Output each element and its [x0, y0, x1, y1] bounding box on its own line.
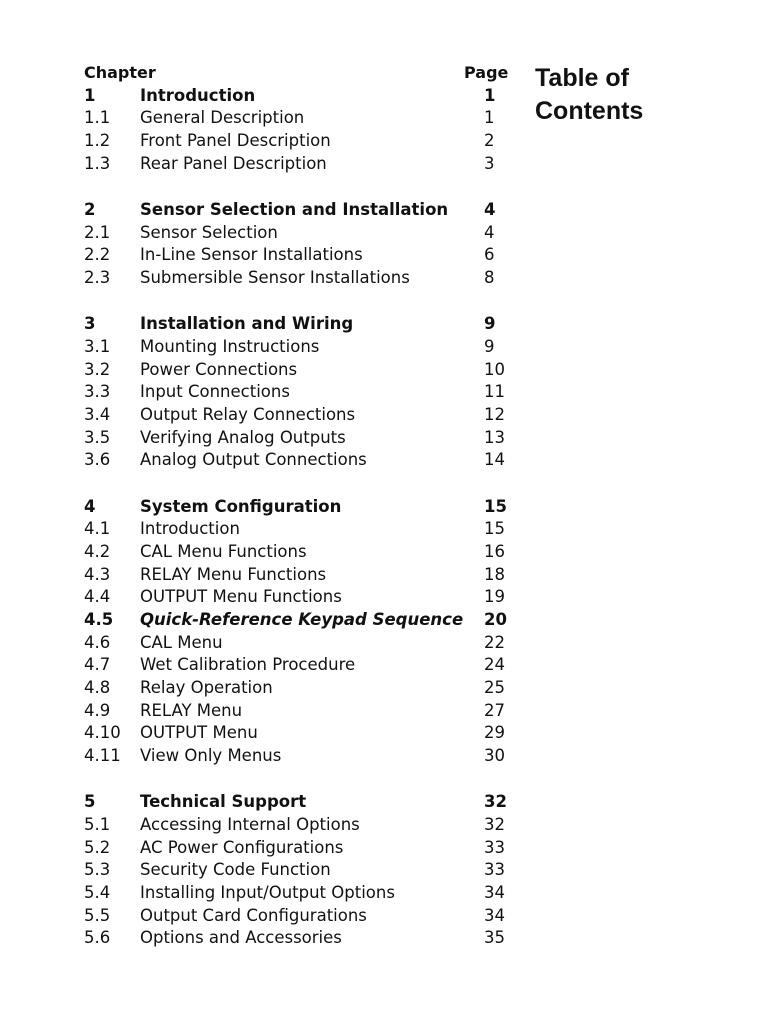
entry-page: 16 [484, 541, 505, 561]
entry-title: Sensor Selection and Installation [140, 199, 449, 219]
entry-number: 3.2 [84, 359, 111, 379]
entry-number: 4.5 [84, 609, 114, 629]
toc-entry-row[interactable] [84, 654, 514, 677]
entry-number: 3.5 [84, 427, 111, 447]
toc-chapter-row[interactable] [84, 199, 514, 222]
toc-body [84, 85, 514, 950]
toc-entry-row[interactable] [84, 814, 514, 837]
entry-title: Accessing Internal Options [140, 814, 360, 834]
entry-page: 29 [484, 723, 505, 743]
toc-entry-row[interactable] [84, 859, 514, 882]
entry-number: 5.3 [84, 860, 111, 880]
entry-title: Output Card Configurations [140, 905, 367, 925]
entry-number: 4.7 [84, 655, 111, 675]
entry-title: Sensor Selection [140, 222, 278, 242]
entry-page: 24 [484, 655, 505, 675]
toc-entry-row[interactable] [84, 745, 514, 768]
entry-title: OUTPUT Menu [140, 723, 258, 743]
entry-number: 4.8 [84, 678, 111, 697]
entry-title: Submersible Sensor Installations [140, 268, 410, 287]
entry-title: AC Power Configurations [140, 837, 344, 857]
toc-entry-row[interactable] [84, 381, 514, 404]
entry-page: 20 [484, 609, 507, 629]
toc-entry-row[interactable] [84, 722, 514, 745]
entry-title: CAL Menu Functions [140, 541, 307, 561]
toc-entry-row[interactable] [84, 541, 514, 564]
entry-page: 12 [484, 404, 505, 424]
toc-chapter-row[interactable] [84, 791, 514, 814]
table-of-contents [84, 62, 514, 950]
entry-title: System Configuration [140, 496, 342, 516]
entry-page: 2 [484, 131, 495, 151]
entry-number: 1.3 [84, 153, 111, 173]
toc-chapter-row[interactable] [84, 313, 514, 336]
toc-entry-row[interactable] [84, 518, 514, 541]
entry-number: 4.10 [84, 723, 121, 743]
entry-number: 4.1 [84, 519, 111, 539]
toc-entry-row[interactable] [84, 427, 514, 450]
entry-number: 5.2 [84, 837, 111, 857]
entry-page: 4 [484, 199, 496, 219]
entry-number: 5 [84, 792, 96, 812]
toc-entry-row[interactable] [84, 905, 514, 928]
toc-entry-row[interactable] [84, 700, 514, 723]
entry-title: Analog Output Connections [140, 450, 367, 470]
entry-number: 1.1 [84, 108, 111, 128]
entry-title: Security Code Function [140, 860, 331, 880]
entry-title: Technical Support [140, 792, 307, 812]
entry-number: 2.3 [84, 268, 111, 287]
entry-title: Verifying Analog Outputs [140, 427, 346, 447]
entry-number: 4.4 [84, 587, 111, 607]
entry-title: Output Relay Connections [140, 404, 356, 424]
toc-entry-row[interactable] [84, 882, 514, 905]
entry-page: 8 [484, 268, 495, 287]
entry-page: 15 [484, 519, 505, 539]
entry-number: 4.6 [84, 632, 111, 652]
entry-number: 1.2 [84, 131, 111, 151]
entry-title: Options and Accessories [140, 928, 342, 948]
toc-entry-row[interactable] [84, 677, 514, 700]
entry-page: 3 [484, 153, 495, 173]
toc-entry-row[interactable] [84, 404, 514, 427]
entry-number: 5.6 [84, 928, 111, 948]
entry-number: 4 [84, 496, 96, 516]
entry-page: 11 [484, 382, 505, 402]
entry-page: 34 [484, 905, 505, 925]
entry-title: RELAY Menu [140, 700, 243, 720]
toc-entry-row[interactable] [84, 359, 514, 382]
toc-chapter-row[interactable] [84, 496, 514, 519]
entry-page: 13 [484, 427, 505, 447]
toc-entry-row[interactable] [84, 586, 514, 609]
entry-page: 10 [484, 359, 505, 379]
entry-number: 2.2 [84, 245, 111, 265]
entry-number: 2 [84, 199, 96, 219]
entry-page: 1 [484, 108, 495, 128]
entry-number: 2.1 [84, 222, 111, 242]
entry-page: 27 [484, 700, 505, 720]
entry-page: 1 [484, 85, 496, 105]
entry-number: 3.3 [84, 382, 111, 402]
toc-entry-row[interactable] [84, 244, 514, 267]
entry-title: OUTPUT Menu Functions [140, 587, 342, 607]
entry-page: 33 [484, 860, 505, 880]
entry-page: 22 [484, 632, 505, 652]
entry-number: 4.9 [84, 700, 111, 720]
toc-header [84, 62, 514, 85]
entry-page: 19 [484, 587, 505, 607]
entry-title: Front Panel Description [140, 131, 331, 151]
toc-entry-row[interactable] [84, 609, 514, 632]
toc-entry-row[interactable] [84, 107, 514, 130]
entry-title: RELAY Menu Functions [140, 564, 327, 584]
page-header: Page [464, 63, 509, 82]
entry-number: 3.6 [84, 450, 111, 470]
toc-entry-row[interactable] [84, 336, 514, 359]
entry-page: 9 [484, 314, 496, 334]
entry-title: View Only Menus [140, 746, 282, 766]
entry-page: 6 [484, 245, 495, 265]
entry-title: Mounting Instructions [140, 336, 320, 356]
entry-title: Rear Panel Description [140, 153, 327, 173]
toc-entry-row[interactable] [84, 267, 514, 290]
entry-page: 34 [484, 883, 505, 902]
entry-number: 5.1 [84, 814, 111, 834]
entry-page: 9 [484, 336, 495, 356]
entry-title: Power Connections [140, 359, 298, 379]
entry-number: 4.3 [84, 564, 111, 584]
entry-title: Installation and Wiring [140, 314, 354, 334]
entry-number: 1 [84, 85, 96, 105]
entry-number: 3.1 [84, 336, 111, 356]
entry-page: 25 [484, 678, 505, 697]
toc-entry-row[interactable] [84, 130, 514, 153]
entry-title: Installing Input/Output Options [140, 883, 395, 902]
entry-page: 14 [484, 450, 505, 470]
entry-title: Relay Operation [140, 678, 273, 697]
entry-number: 5.4 [84, 883, 111, 902]
section-spacer [84, 290, 514, 314]
entry-title: Wet Calibration Procedure [140, 655, 356, 675]
toc-entry-row[interactable] [84, 153, 514, 176]
entry-page: 4 [484, 222, 495, 242]
section-spacer [84, 472, 514, 496]
entry-title: In-Line Sensor Installations [140, 245, 363, 265]
entry-page: 33 [484, 837, 505, 857]
section-spacer [84, 175, 514, 199]
toc-entry-row[interactable] [84, 927, 514, 950]
entry-title: Introduction [140, 85, 256, 105]
page-title: Table of Contents [535, 64, 644, 125]
entry-title: Quick-Reference Keypad Sequence [140, 609, 464, 629]
chapter-header: Chapter [84, 63, 156, 82]
entry-title: General Description [140, 108, 305, 128]
entry-number: 3.4 [84, 404, 111, 424]
entry-number: 4.11 [84, 746, 121, 766]
toc-entry-row[interactable] [84, 449, 514, 472]
toc-entry-row[interactable] [84, 837, 514, 860]
toc-entry-row[interactable] [84, 222, 514, 245]
entry-page: 32 [484, 792, 507, 812]
entry-page: 30 [484, 746, 505, 766]
entry-number: 3 [84, 314, 96, 334]
toc-chapter-row[interactable] [84, 85, 514, 108]
entry-page: 32 [484, 814, 505, 834]
entry-number: 5.5 [84, 905, 111, 925]
entry-page: 15 [484, 496, 507, 516]
entry-page: 35 [484, 928, 505, 948]
entry-title: Introduction [140, 519, 240, 539]
entry-title: Input Connections [140, 382, 290, 402]
entry-page: 18 [484, 564, 505, 584]
toc-entry-row[interactable] [84, 632, 514, 655]
entry-number: 4.2 [84, 541, 111, 561]
section-spacer [84, 768, 514, 792]
entry-title: CAL Menu [140, 632, 223, 652]
toc-entry-row[interactable] [84, 564, 514, 587]
